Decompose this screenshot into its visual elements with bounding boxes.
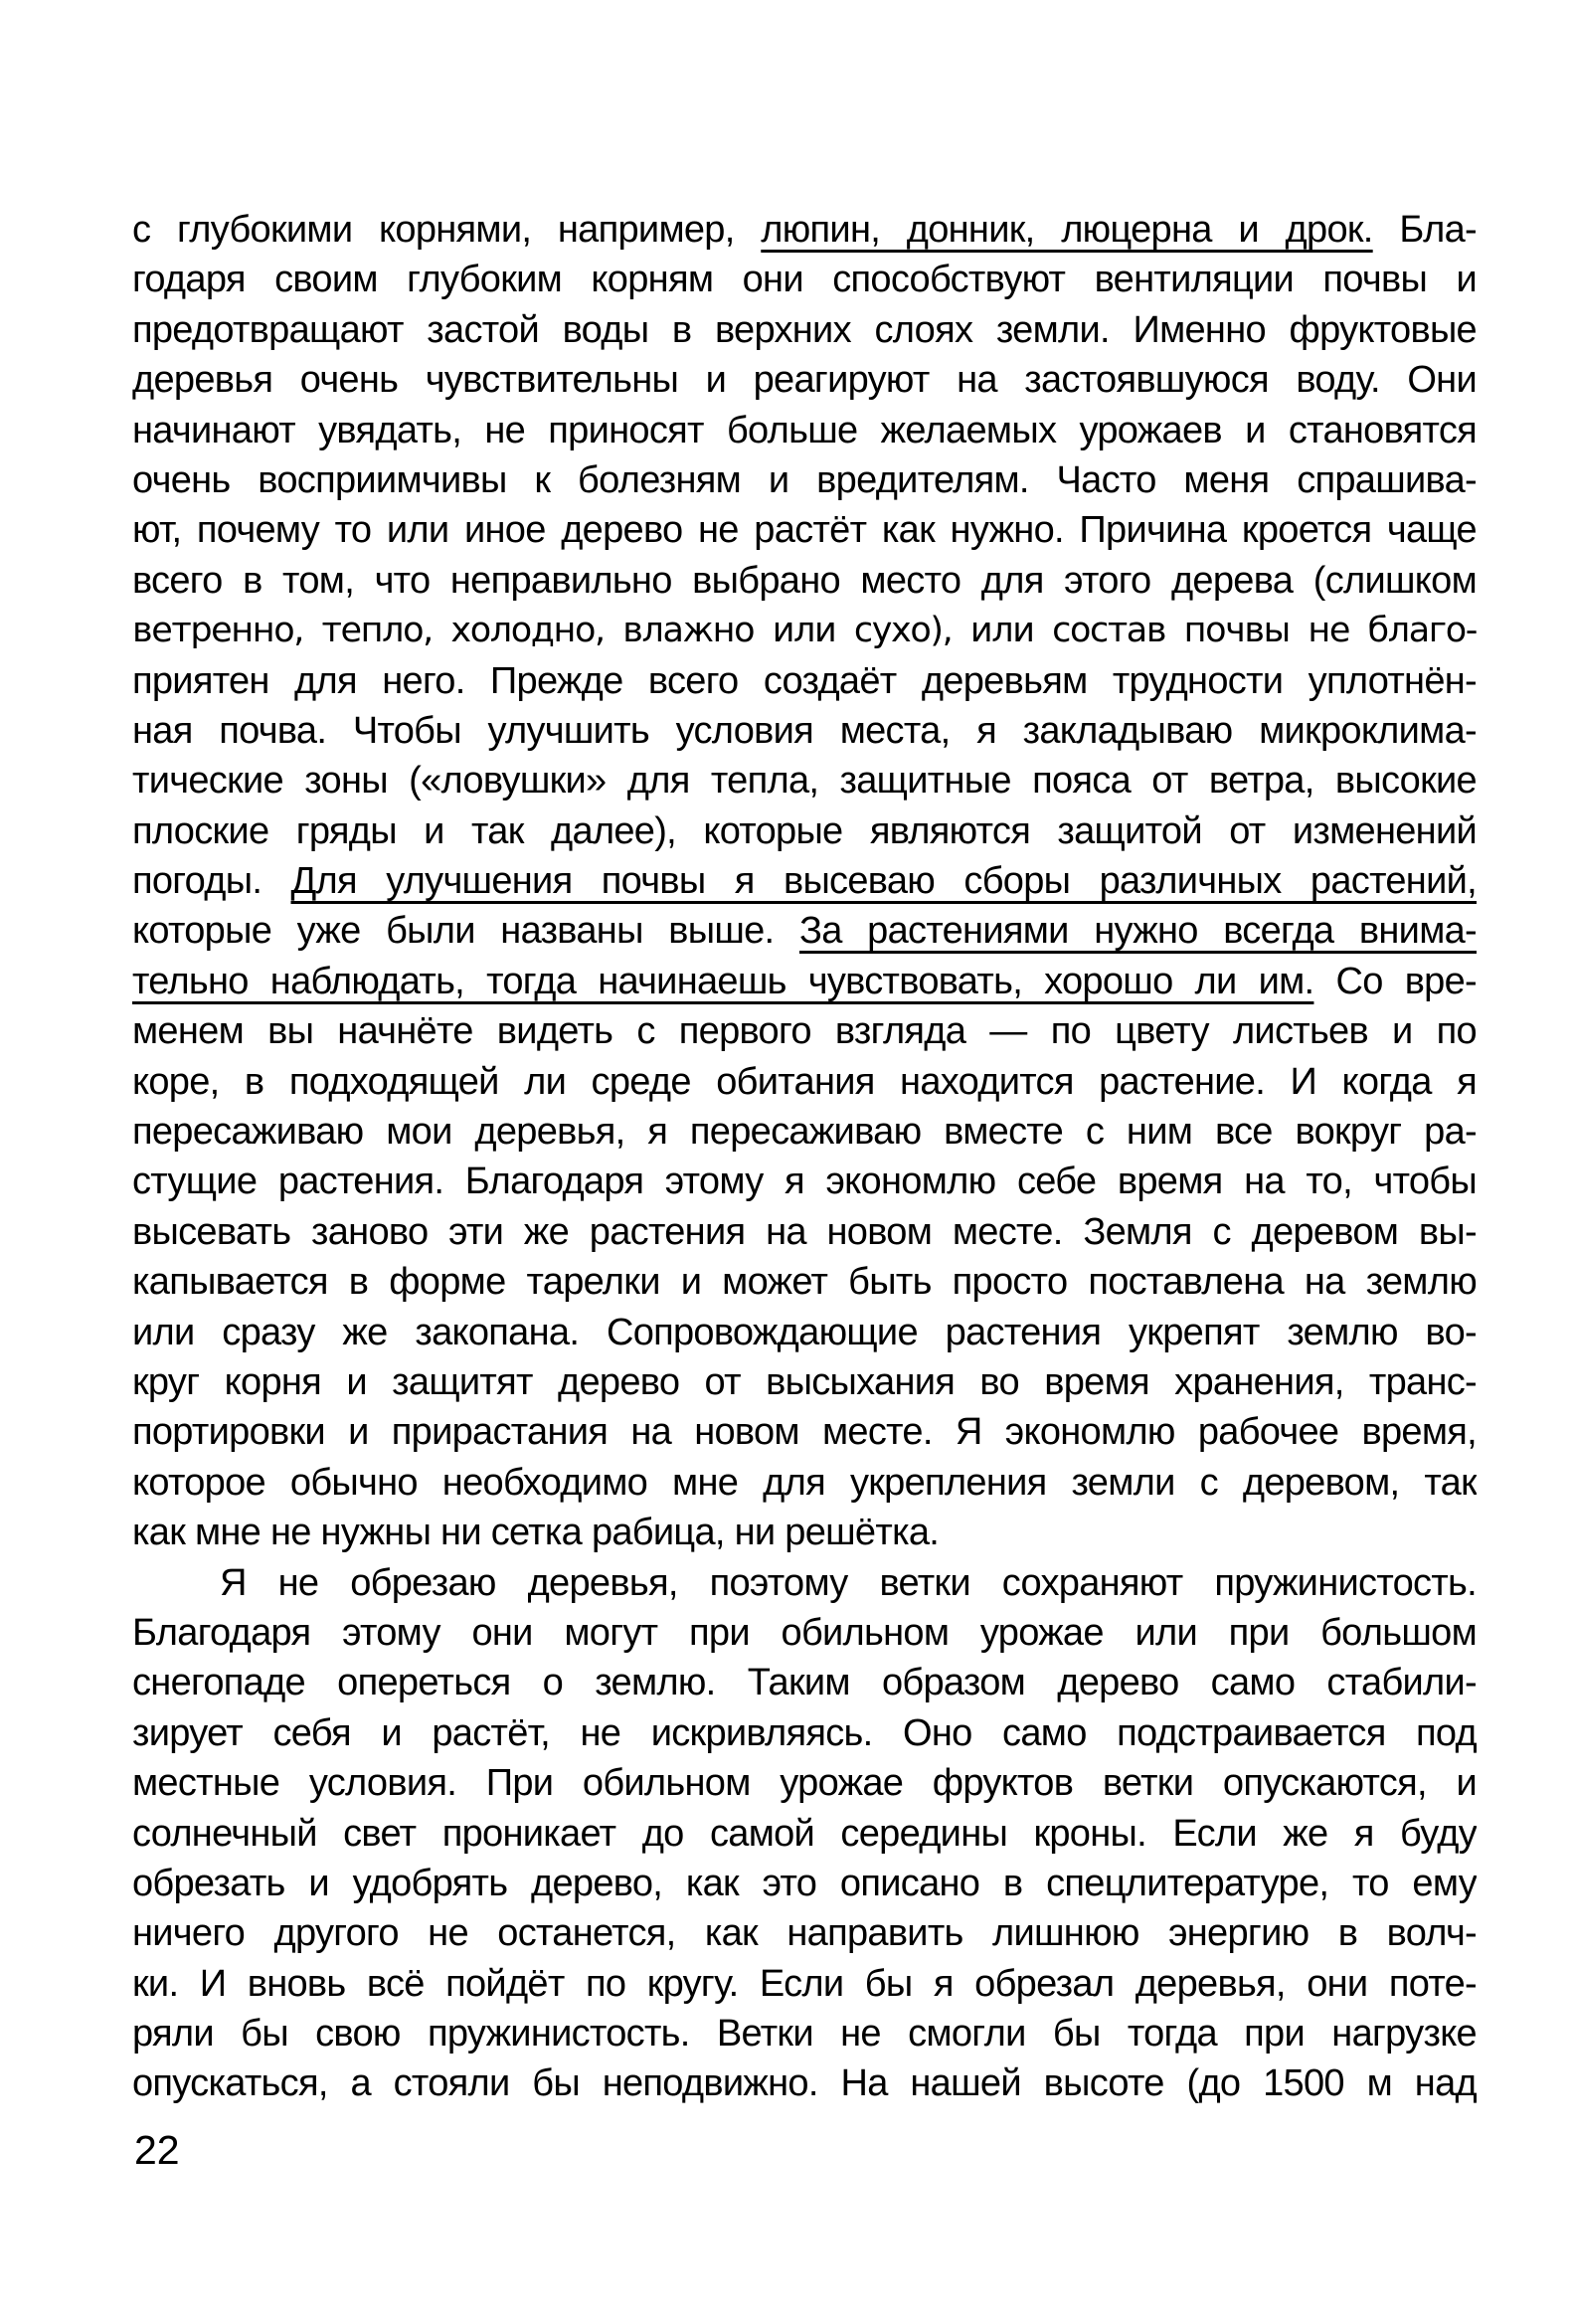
page-number: 22	[134, 2127, 180, 2173]
underlined-text-segment: Для улучшения почвы я высеваю сборы различных растений,	[290, 860, 1477, 903]
underlined-text-segment: тельно наблюдать, тогда начинаешь чувствовать, хорошо ли им.	[132, 960, 1314, 1002]
underlined-text-segment: люпин, донник, люцерна и дрок.	[761, 209, 1373, 251]
text-line: ют, почему то или иное дерево не растёт как нужно. Причина кроется чаще	[132, 509, 1477, 552]
text-line: тические зоны («ловушки» для тепла, защитные пояса от ветра, высокие	[132, 760, 1477, 803]
text-line: приятен для него. Прежде всего создаёт деревьям трудности уплотнён-	[132, 659, 1477, 702]
text-line: портировки и прирастания на новом месте. Я экономлю рабочее время,	[132, 1411, 1477, 1454]
text-line: ная почва. Чтобы улучшить условия места, я закладываю микроклима-	[132, 709, 1477, 752]
text-line: или сразу же закопана. Сопровождающие растения укрепят землю во-	[132, 1311, 1477, 1353]
text-line: начинают увядать, не приносят больше желаемых урожаев и становятся	[132, 409, 1477, 451]
text-line	[132, 205, 1477, 255]
text-line: ничего другого не останется, как направить лишнюю энергию в волч-	[132, 1912, 1477, 1955]
body-text	[132, 205, 1477, 2109]
text-segment: Бла-	[1372, 209, 1477, 251]
text-line: снегопаде опереться о землю. Таким образом дерево само стабили-	[132, 1662, 1477, 1704]
text-line: ряли бы свою пружинистость. Ветки не смогли бы тогда при нагрузке	[132, 2013, 1477, 2056]
text-line: деревья очень чувствительны и реагируют на застоявшуюся воду. Они	[132, 359, 1477, 402]
text-line: ветренно, тепло, холодно, влажно или сухо), или состав почвы не благо-	[132, 611, 1477, 651]
text-line: менем вы начнёте видеть с первого взгляда — по цвету листьев и по	[132, 1010, 1477, 1053]
text-segment: погоды.	[132, 860, 291, 903]
text-line: стущие растения. Благодаря этому я экономлю себе время на то, чтобы	[132, 1161, 1477, 1203]
text-line: обрезать и удобрять дерево, как это описано в спецлитературе, то ему	[132, 1862, 1477, 1904]
text-line	[132, 906, 1477, 956]
text-line: зирует себя и растёт, не искривляясь. Оно само подстраивается под	[132, 1711, 1477, 1754]
underlined-text-segment: За растениями нужно всегда внима-	[798, 910, 1477, 953]
text-line: ки. И вновь всё пойдёт по кругу. Если бы я обрезал деревья, они поте-	[132, 1962, 1477, 2005]
text-segment: с глубокими корнями, например,	[132, 209, 762, 251]
text-line: которое обычно необходимо мне для укрепления земли с деревом, так	[132, 1461, 1477, 1504]
text-line: солнечный свет проникает до самой середины кроны. Если же я буду	[132, 1812, 1477, 1855]
text-line	[132, 957, 1477, 1006]
text-line: местные условия. При обильном урожае фруктов ветки опускаются, и	[132, 1762, 1477, 1805]
text-segment: которые уже были названы выше.	[132, 910, 799, 953]
text-line: как мне не нужны ни сетка рабица, ни решётка.	[132, 1512, 940, 1554]
text-line	[132, 856, 1477, 906]
text-line: плоские гряды и так далее), которые являются защитой от изменений	[132, 809, 1477, 852]
text-line: годаря своим глубоким корням они способствуют вентиляции почвы и	[132, 259, 1477, 301]
text-line: капывается в форме тарелки и может быть просто поставлена на землю	[132, 1261, 1477, 1304]
text-line: коре, в подходящей ли среде обитания находится растение. И когда я	[132, 1060, 1477, 1103]
text-line: предотвращают застой воды в верхних слоях земли. Именно фруктовые	[132, 308, 1477, 351]
paragraph-1	[132, 205, 1477, 1558]
text-line: очень восприимчивы к болезням и вредителям. Часто меня спрашива-	[132, 458, 1477, 501]
text-line: опускаться, а стояли бы неподвижно. На нашей высоте (до 1500 м над	[132, 2062, 1477, 2105]
text-segment: Со вре-	[1313, 960, 1477, 1002]
text-line: Благодаря этому они могут при обильном урожае или при большом	[132, 1611, 1477, 1654]
text-line: пересаживаю мои деревья, я пересаживаю вместе с ним все вокруг ра-	[132, 1111, 1477, 1154]
paragraph-2	[132, 1558, 1477, 2109]
text-line: всего в том, что неправильно выбрано место для этого дерева (слишком	[132, 559, 1477, 602]
text-line: Я не обрезаю деревья, поэтому ветки сохраняют пружинистость.	[220, 1561, 1477, 1604]
text-line: круг корня и защитят дерево от высыхания во время хранения, транс-	[132, 1360, 1477, 1403]
text-line: высевать заново эти же растения на новом месте. Земля с деревом вы-	[132, 1210, 1477, 1253]
